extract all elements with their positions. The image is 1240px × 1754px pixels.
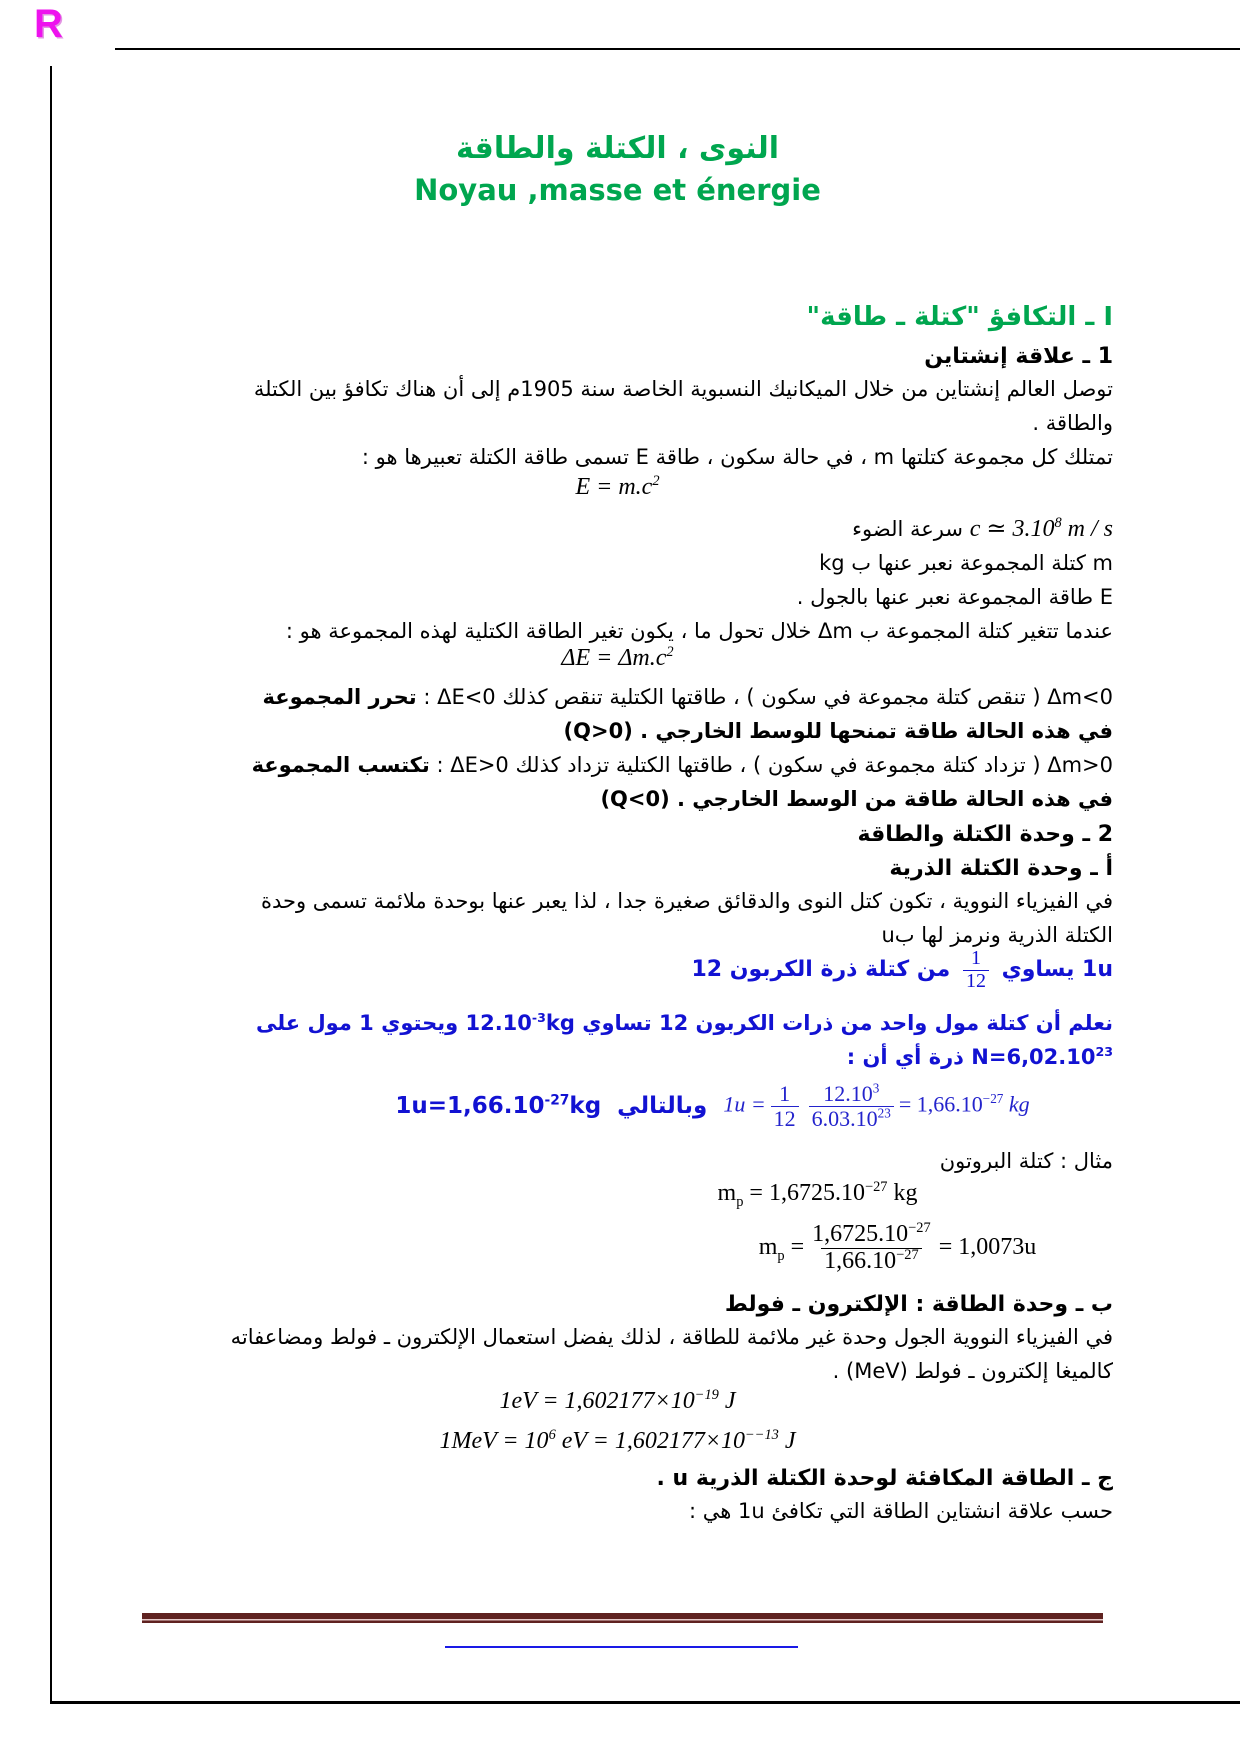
formula-delta-emc2: $\Delta E = \Delta m.c^2$ <box>561 644 674 671</box>
paragraph-line: الكتلة الذرية ونرمز لها بu <box>881 923 1113 947</box>
u-derivation-formula: 1u = $\frac{1}{12}$ $\frac{12.10^3}{6.03.10^{23}}$ = $1,66.10^{-27}$ kg <box>723 1080 1030 1131</box>
energy-unit-line: E طاقة المجموعة نعبر عنها بالجول . <box>796 585 1113 609</box>
subsection-2c-heading: ج ـ الطاقة المكافئة لوحدة الكتلة الذرية u . <box>656 1466 1113 1491</box>
paragraph-line: تمتلك كل مجموعة كتلتها m ، في حالة سكون ، طاقة E تسمى طاقة الكتلة تعبيرها هو : <box>361 445 1113 469</box>
subsection-1-heading: 1 ـ علاقة إنشتاين <box>924 344 1113 369</box>
avogadro-line: $N=6,02.10^{23}$ ذرة أي أن : <box>846 1044 1113 1069</box>
paragraph-line: توصل العالم إنشتاين من خلال الميكانيك النسبوية الخاصة سنة 1905م إلى أن هناك تكافؤ بين الكتلة <box>253 377 1113 401</box>
electronvolt-formula: $1eV = 1,602177\times 10^{-19}$ J <box>499 1387 736 1414</box>
avogadro-value: $N=6,02.10^{23}$ <box>971 1044 1113 1069</box>
u-calculation-row <box>217 1082 1208 1131</box>
one-twelfth-fraction: $\frac{1}{12}$ <box>771 1082 799 1131</box>
page-left-border <box>50 66 52 1703</box>
mole-mass-line: نعلم أن كتلة مول واحد من ذرات الكربون 12 تساوي $12.10^{-3}kg$ ويحتوي 1 مول على <box>255 1010 1113 1035</box>
molar-mass-fraction: $\frac{12.10^3}{6.03.10^{23}}$ <box>809 1082 894 1131</box>
page-bottom-border <box>50 1701 1240 1704</box>
paragraph-line: كالميغا إلكترون ـ فولط (MeV) . <box>832 1359 1113 1383</box>
proton-mass-formula: $m_p = 1,6725.10^{-27}$ kg <box>717 1179 918 1210</box>
proton-example-label: مثال : كتلة البروتون <box>939 1149 1113 1173</box>
q-positive-line: في هذه الحالة طاقة تمنحها للوسط الخارجي . (Q>0) <box>563 719 1113 743</box>
speed-of-light-label: سرعة الضوء <box>852 517 963 541</box>
mass-decrease-line: Δm<0 ( تنقص كتلة مجموعة في سكون ) ، طاقتها الكتلية تنقص كذلك ΔE<0 : تحرر المجموعة <box>262 685 1113 709</box>
formula-emc2: $E = m.c^2$ <box>575 473 660 500</box>
header-rule <box>115 48 1240 50</box>
one-twelfth-fraction: $\frac{1}{12}$ <box>963 948 989 992</box>
megaelectronvolt-formula: $1MeV = 10^6$ eV = $1,602177\times 10^{--13}$ J <box>439 1427 796 1454</box>
mass-unit-line: m كتلة المجموعة نعبر عنها ب kg <box>819 551 1113 575</box>
release-energy-bold: تحرر المجموعة <box>262 685 417 709</box>
subsection-2a-heading: أ ـ وحدة الكتلة الذرية <box>889 856 1113 881</box>
delta-m-line: عندما تتغير كتلة المجموعة ب Δm خلال تحول ما ، يكون تغير الطاقة الكتلية لهذه المجموعة هو : <box>285 619 1113 643</box>
q-negative-line: في هذه الحالة طاقة من الوسط الخارجي . (Q<0) <box>600 787 1113 811</box>
paragraph-line: والطاقة . <box>1032 411 1113 435</box>
carbon-mass-value: $12.10^{-3}kg$ <box>465 1010 575 1035</box>
subsection-2b-heading: ب ـ وحدة الطاقة : الإلكترون ـ فولط <box>724 1292 1113 1317</box>
footer-link-underline[interactable] <box>445 1646 798 1648</box>
u-value-result: $1u=1,66.10^{-27}kg$ <box>395 1092 602 1120</box>
gain-energy-bold: تكتسب المجموعة <box>251 753 430 777</box>
paragraph-line: حسب علاقة انشتاين الطاقة التي تكافئ 1u هي : <box>688 1499 1113 1523</box>
doc-title-french: Noyau ,masse et énergie <box>414 172 821 207</box>
doc-title-block <box>122 126 1213 207</box>
site-logo: R <box>34 2 63 46</box>
speed-of-light-formula: c ≃ 3.10$^8$ m / s <box>969 515 1113 542</box>
footer-divider-bar <box>142 1613 1103 1623</box>
paragraph-line: في الفيزياء النووية الجول وحدة غير ملائمة للطاقة ، لذلك يفضل استعمال الإلكترون ـ فولط ومضاعفاته <box>230 1325 1113 1349</box>
mass-increase-line: Δm>0 ( تزداد كتلة مجموعة في سكون ) ، طاقتها الكتلية تزداد كذلك ΔE>0 : تكتسب المجموعة <box>251 753 1113 777</box>
proton-mass-in-u-formula: $m_p$ = $\frac{1,6725.10^{-27}}{1,66.10^{-27}}$ = 1,0073u <box>758 1220 1037 1274</box>
therefore-word: وبالتالي <box>617 1093 708 1120</box>
subsection-2-heading: 2 ـ وحدة الكتلة والطاقة <box>857 822 1113 847</box>
section-1-heading: I ـ التكافؤ "كتلة ـ طاقة" <box>806 302 1113 332</box>
mass-ratio-fraction: $\frac{1,6725.10^{-27}}{1,66.10^{-27}}$ <box>812 1220 931 1274</box>
u-definition-line: 1u يساوي $\frac{1}{12}$ من كتلة ذرة الكربون 12 <box>691 947 1113 992</box>
doc-title-arabic: النوى ، الكتلة والطاقة <box>455 131 780 166</box>
paragraph-line: في الفيزياء النووية ، تكون كتل النوى والدقائق صغيرة جدا ، لذا يعبر عنها بوحدة ملائمة تسمى وحدة <box>260 889 1113 913</box>
speed-of-light-line <box>122 511 1113 547</box>
